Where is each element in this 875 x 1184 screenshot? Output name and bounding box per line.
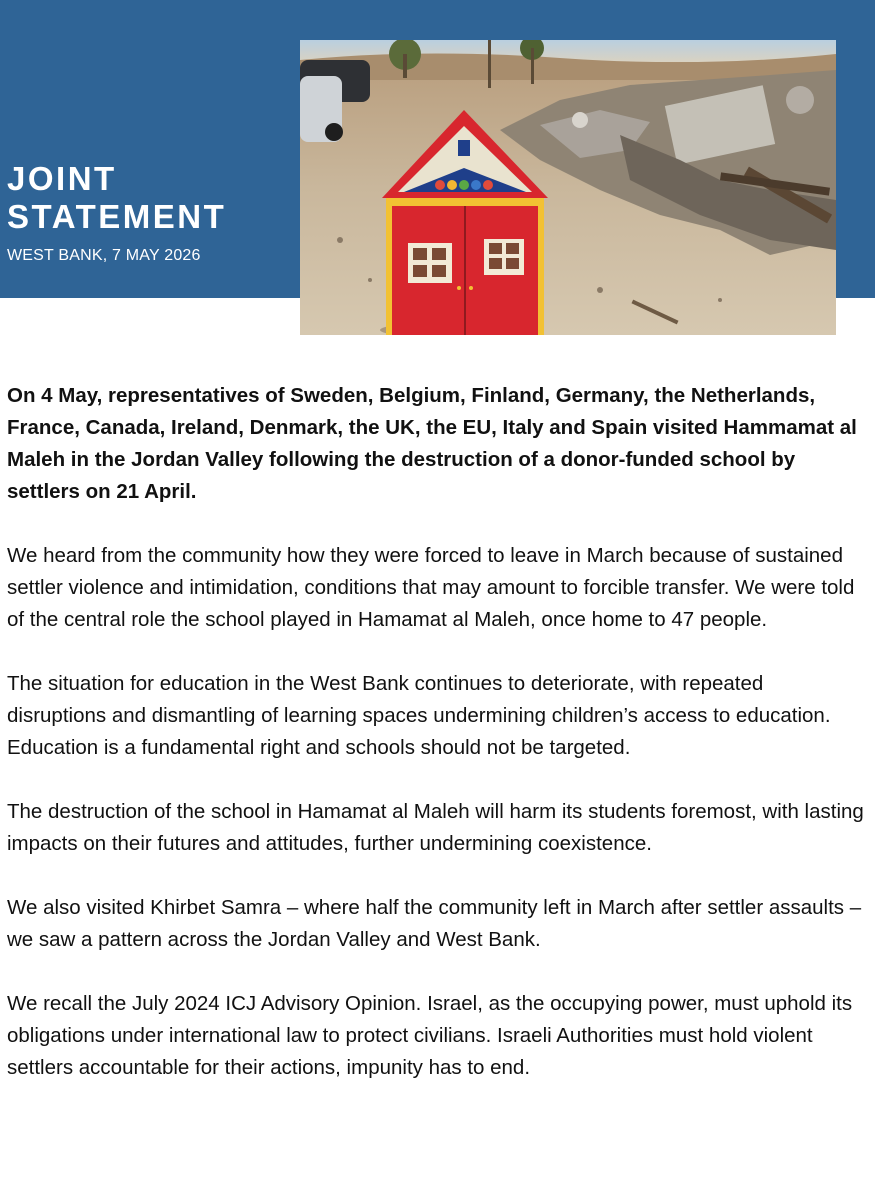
paragraph-community: We heard from the community how they were forced to leave in March because of sustained settler violence and intimidation, conditions that may amount to forcible transfer. We were told of the central role the school played in Hamamat al Maleh, once home to 47 people. (7, 544, 855, 631)
paragraph-education: The situation for education in the West Bank continues to deteriorate, with repeated disruptions and dismantling of learning spaces undermining children’s access to education. Education is a fundamental right and schools should not be targeted. (7, 672, 831, 759)
title-line-2: STATEMENT (7, 198, 227, 235)
title-line-1: JOINT (7, 160, 117, 197)
photo-red-school-model (300, 40, 836, 335)
title-block (7, 160, 226, 265)
paragraph-khirbet-samra: We also visited Khirbet Samra – where half the community left in March after settler assaults – we saw a pattern across the Jordan Valley and West Bank. (7, 896, 862, 951)
subtitle-location-date: WEST BANK, 7 MAY 2026 (7, 247, 201, 264)
paragraph-icj: We recall the July 2024 ICJ Advisory Opinion. Israel, as the occupying power, must uphold its obligations under international law to protect civilians. Israeli Authorities must hold violent settlers accountable for their actions, impunity has to end. (7, 992, 853, 1079)
paragraph-destruction: The destruction of the school in Hamamat al Maleh will harm its students foremost, with lasting impacts on their futures and attitudes, further undermining coexistence. (7, 800, 864, 855)
paragraph-lead: On 4 May, representatives of Sweden, Belgium, Finland, Germany, the Netherlands, France, Canada, Ireland, Denmark, the UK, the EU, Italy and Spain visited Hammamat al Maleh in the Jordan Valley following the destruction of a donor-funded school by settlers on 21 April. (7, 384, 857, 503)
statement-body (7, 380, 867, 1116)
